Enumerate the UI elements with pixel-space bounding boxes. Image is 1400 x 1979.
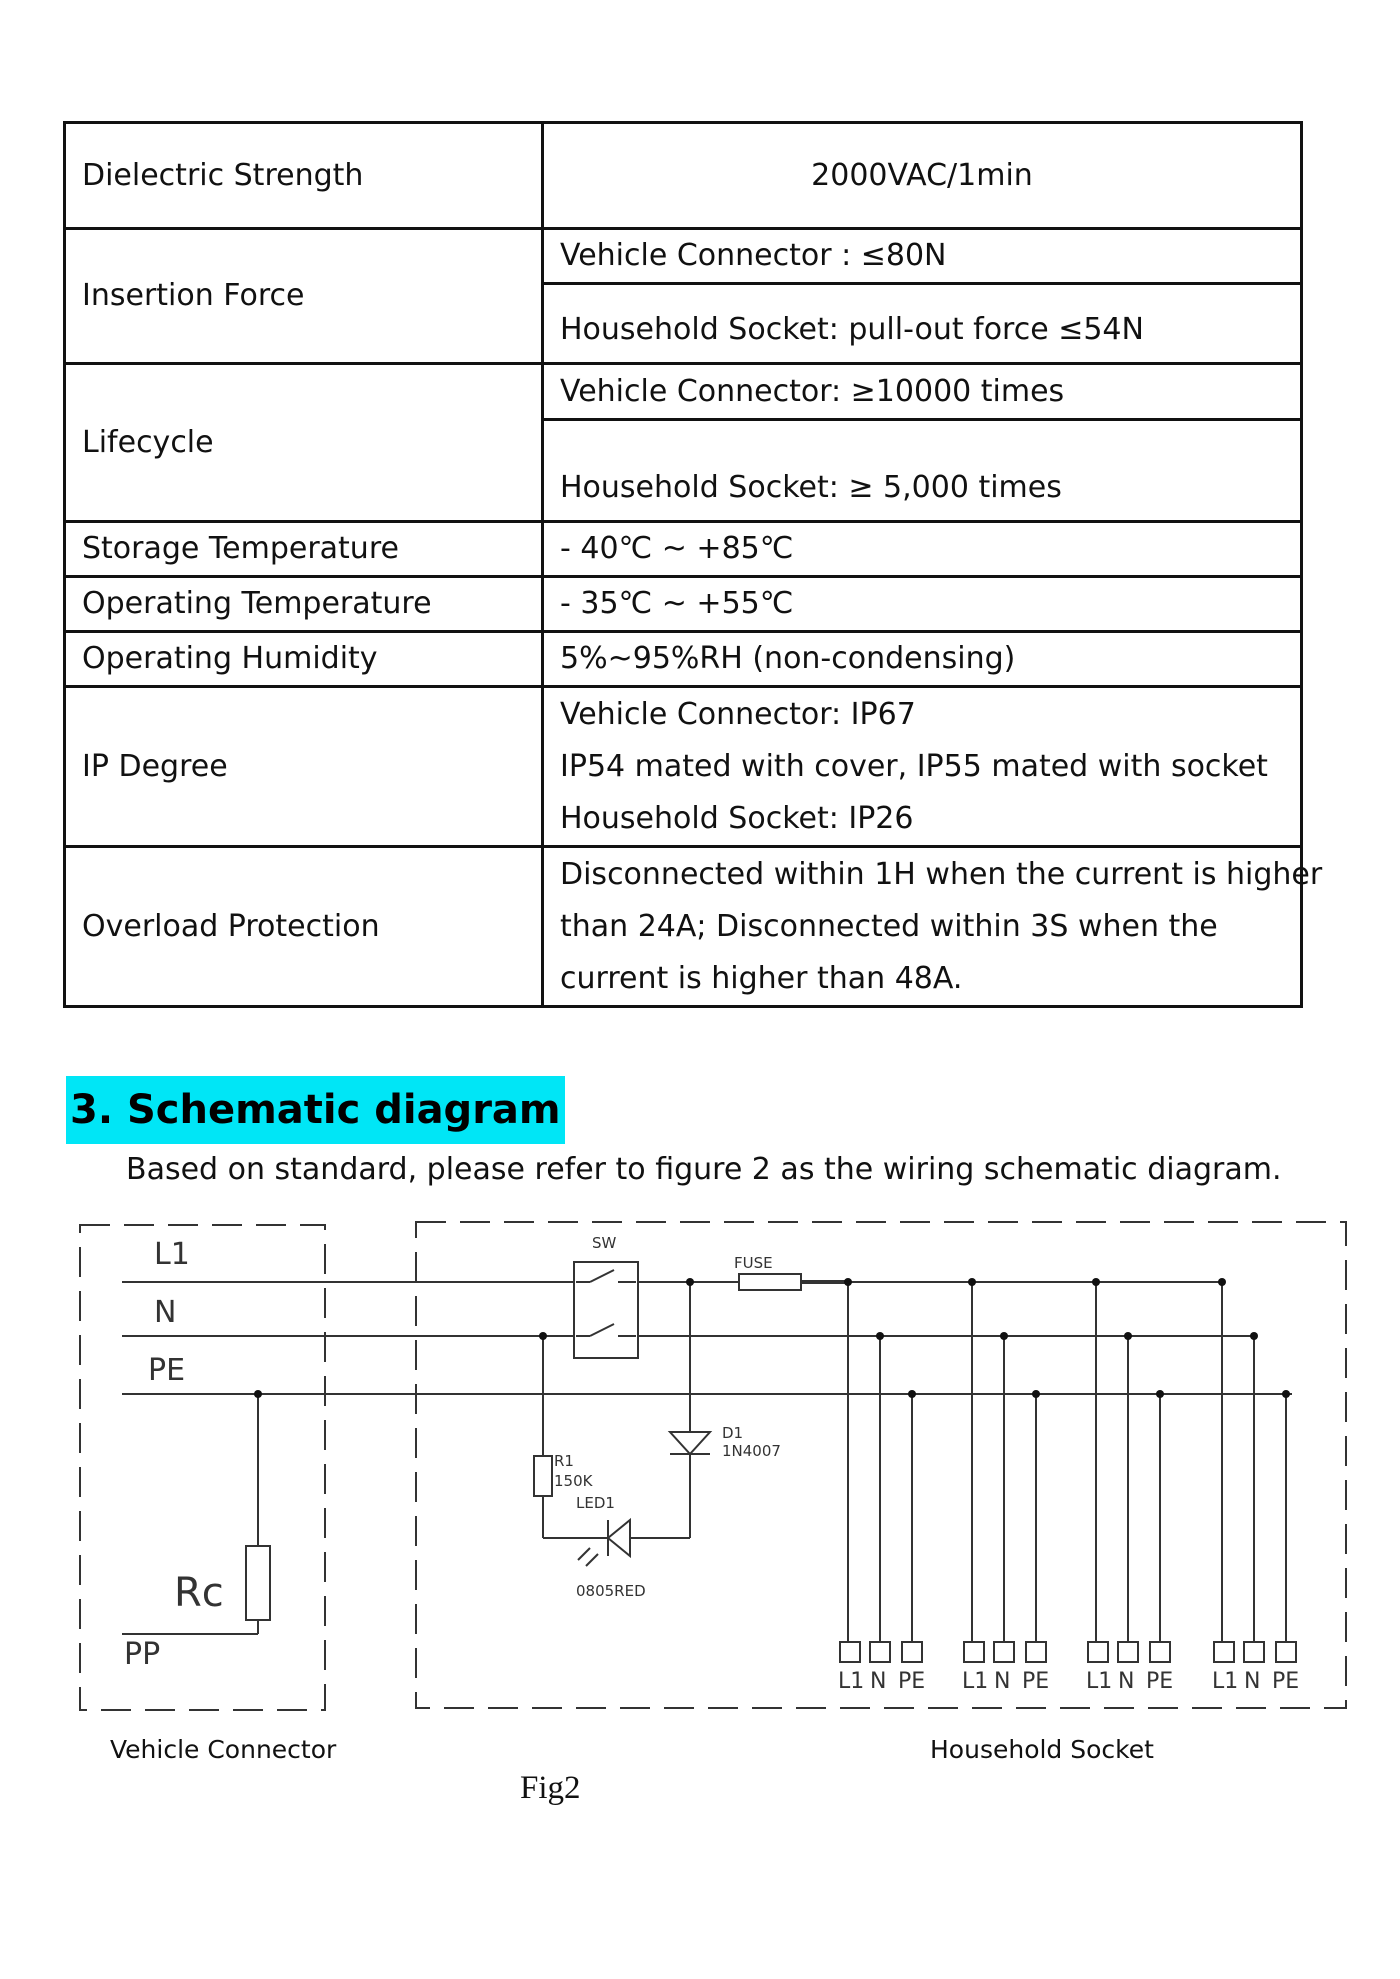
table-row	[65, 123, 1302, 229]
table-row	[65, 577, 1302, 632]
row-value: - 40℃ ~ +85℃	[543, 522, 1302, 577]
terminal-label-n: N	[1118, 1669, 1135, 1694]
wiring-schematic	[0, 1200, 1400, 1740]
junction-dot	[1124, 1332, 1132, 1340]
table-row	[65, 847, 1302, 1007]
row-label: Operating Humidity	[65, 632, 543, 687]
socket-terminal	[1244, 1642, 1264, 1662]
table-row	[65, 229, 1302, 284]
section-title: 3. Schematic diagram	[66, 1076, 565, 1144]
socket-terminal	[1118, 1642, 1138, 1662]
vehicle-connector-caption: Vehicle Connector	[110, 1735, 337, 1764]
junction-dot	[908, 1390, 916, 1398]
row-value: 5%~95%RH (non-condensing)	[543, 632, 1302, 687]
row-value	[543, 687, 1302, 847]
figure-label: Fig2	[520, 1770, 581, 1806]
pe-line-label: PE	[148, 1353, 186, 1388]
row-value	[543, 847, 1323, 1007]
row-value-line: IP54 mated with cover, IP55 mated with socket	[560, 748, 1268, 784]
table-row	[65, 687, 1302, 847]
led-part-label: 0805RED	[576, 1582, 646, 1600]
fuse-label: FUSE	[734, 1254, 773, 1272]
junction-dot	[686, 1278, 694, 1286]
row-value: Vehicle Connector: ≥10000 times	[543, 364, 1302, 420]
rc-label: Rc	[174, 1570, 224, 1616]
terminal-label-pe: PE	[1146, 1669, 1174, 1694]
terminal-label-n: N	[1244, 1669, 1261, 1694]
row-label: Storage Temperature	[65, 522, 543, 577]
socket-terminal	[902, 1642, 922, 1662]
table-row	[65, 522, 1302, 577]
table-row	[65, 364, 1302, 420]
socket-terminal	[1150, 1642, 1170, 1662]
terminal-label-l1: L1	[1212, 1669, 1239, 1694]
socket-terminal	[840, 1642, 860, 1662]
rc-resistor	[246, 1546, 270, 1620]
socket-terminal	[1276, 1642, 1296, 1662]
junction-dot	[1032, 1390, 1040, 1398]
socket-terminal	[1088, 1642, 1108, 1662]
pp-label: PP	[124, 1637, 161, 1672]
r1-resistor	[534, 1456, 552, 1496]
row-value: Vehicle Connector : ≤80N	[543, 229, 1302, 284]
led-label: LED1	[576, 1494, 615, 1512]
household-socket-caption: Household Socket	[930, 1735, 1154, 1764]
row-value: 2000VAC/1min	[543, 123, 1302, 229]
row-value-line: Household Socket: IP26	[560, 800, 914, 836]
vehicle-connector-box	[80, 1225, 325, 1710]
fuse	[739, 1274, 801, 1290]
section-description: Based on standard, please refer to figure 2 as the wiring schematic diagram.	[126, 1152, 1282, 1187]
terminal-label-l1: L1	[838, 1669, 865, 1694]
row-label: Overload Protection	[65, 847, 543, 1007]
terminal-label-l1: L1	[962, 1669, 989, 1694]
row-value: Household Socket: pull-out force ≤54N	[543, 284, 1302, 364]
n-line-label: N	[154, 1295, 177, 1330]
diode-part-label: 1N4007	[722, 1442, 781, 1460]
junction-dot	[968, 1278, 976, 1286]
junction-dot	[539, 1332, 547, 1340]
junction-dot	[844, 1278, 852, 1286]
junction-dot	[254, 1390, 262, 1398]
junction-dot	[876, 1332, 884, 1340]
row-value-line: current is higher than 48A.	[560, 960, 963, 996]
socket-terminal	[1214, 1642, 1234, 1662]
socket-terminal	[1026, 1642, 1046, 1662]
l1-line-label: L1	[154, 1237, 190, 1272]
terminal-label-l1: L1	[1086, 1669, 1113, 1694]
row-label: IP Degree	[65, 687, 543, 847]
row-value: - 35℃ ~ +55℃	[543, 577, 1302, 632]
socket-terminal	[994, 1642, 1014, 1662]
row-label: Operating Temperature	[65, 577, 543, 632]
socket-terminal	[964, 1642, 984, 1662]
socket-terminal	[870, 1642, 890, 1662]
row-value-line: than 24A; Disconnected within 3S when the	[560, 908, 1218, 944]
resistor-label: R1	[554, 1452, 574, 1470]
terminal-label-pe: PE	[1022, 1669, 1050, 1694]
junction-dot	[1282, 1390, 1290, 1398]
switch-label: SW	[592, 1234, 617, 1252]
row-value-line: Disconnected within 1H when the current is higher	[560, 856, 1323, 892]
row-value-line: Vehicle Connector: IP67	[560, 696, 916, 732]
junction-dot	[1250, 1332, 1258, 1340]
terminal-label-pe: PE	[898, 1669, 926, 1694]
junction-dot	[1218, 1278, 1226, 1286]
row-label: Lifecycle	[65, 364, 543, 522]
terminal-label-pe: PE	[1272, 1669, 1300, 1694]
junction-dot	[1156, 1390, 1164, 1398]
table-row	[65, 632, 1302, 687]
d1-diode	[670, 1432, 710, 1454]
spec-table	[63, 121, 1323, 1008]
junction-dot	[1092, 1278, 1100, 1286]
row-label: Insertion Force	[65, 229, 543, 364]
resistor-value-label: 150K	[554, 1472, 593, 1490]
switch-box	[574, 1262, 638, 1358]
row-label: Dielectric Strength	[65, 123, 543, 229]
row-value: Household Socket: ≥ 5,000 times	[543, 420, 1302, 522]
junction-dot	[1000, 1332, 1008, 1340]
terminal-label-n: N	[994, 1669, 1011, 1694]
terminal-label-n: N	[870, 1669, 887, 1694]
led1	[608, 1520, 630, 1556]
diode-label: D1	[722, 1424, 744, 1442]
